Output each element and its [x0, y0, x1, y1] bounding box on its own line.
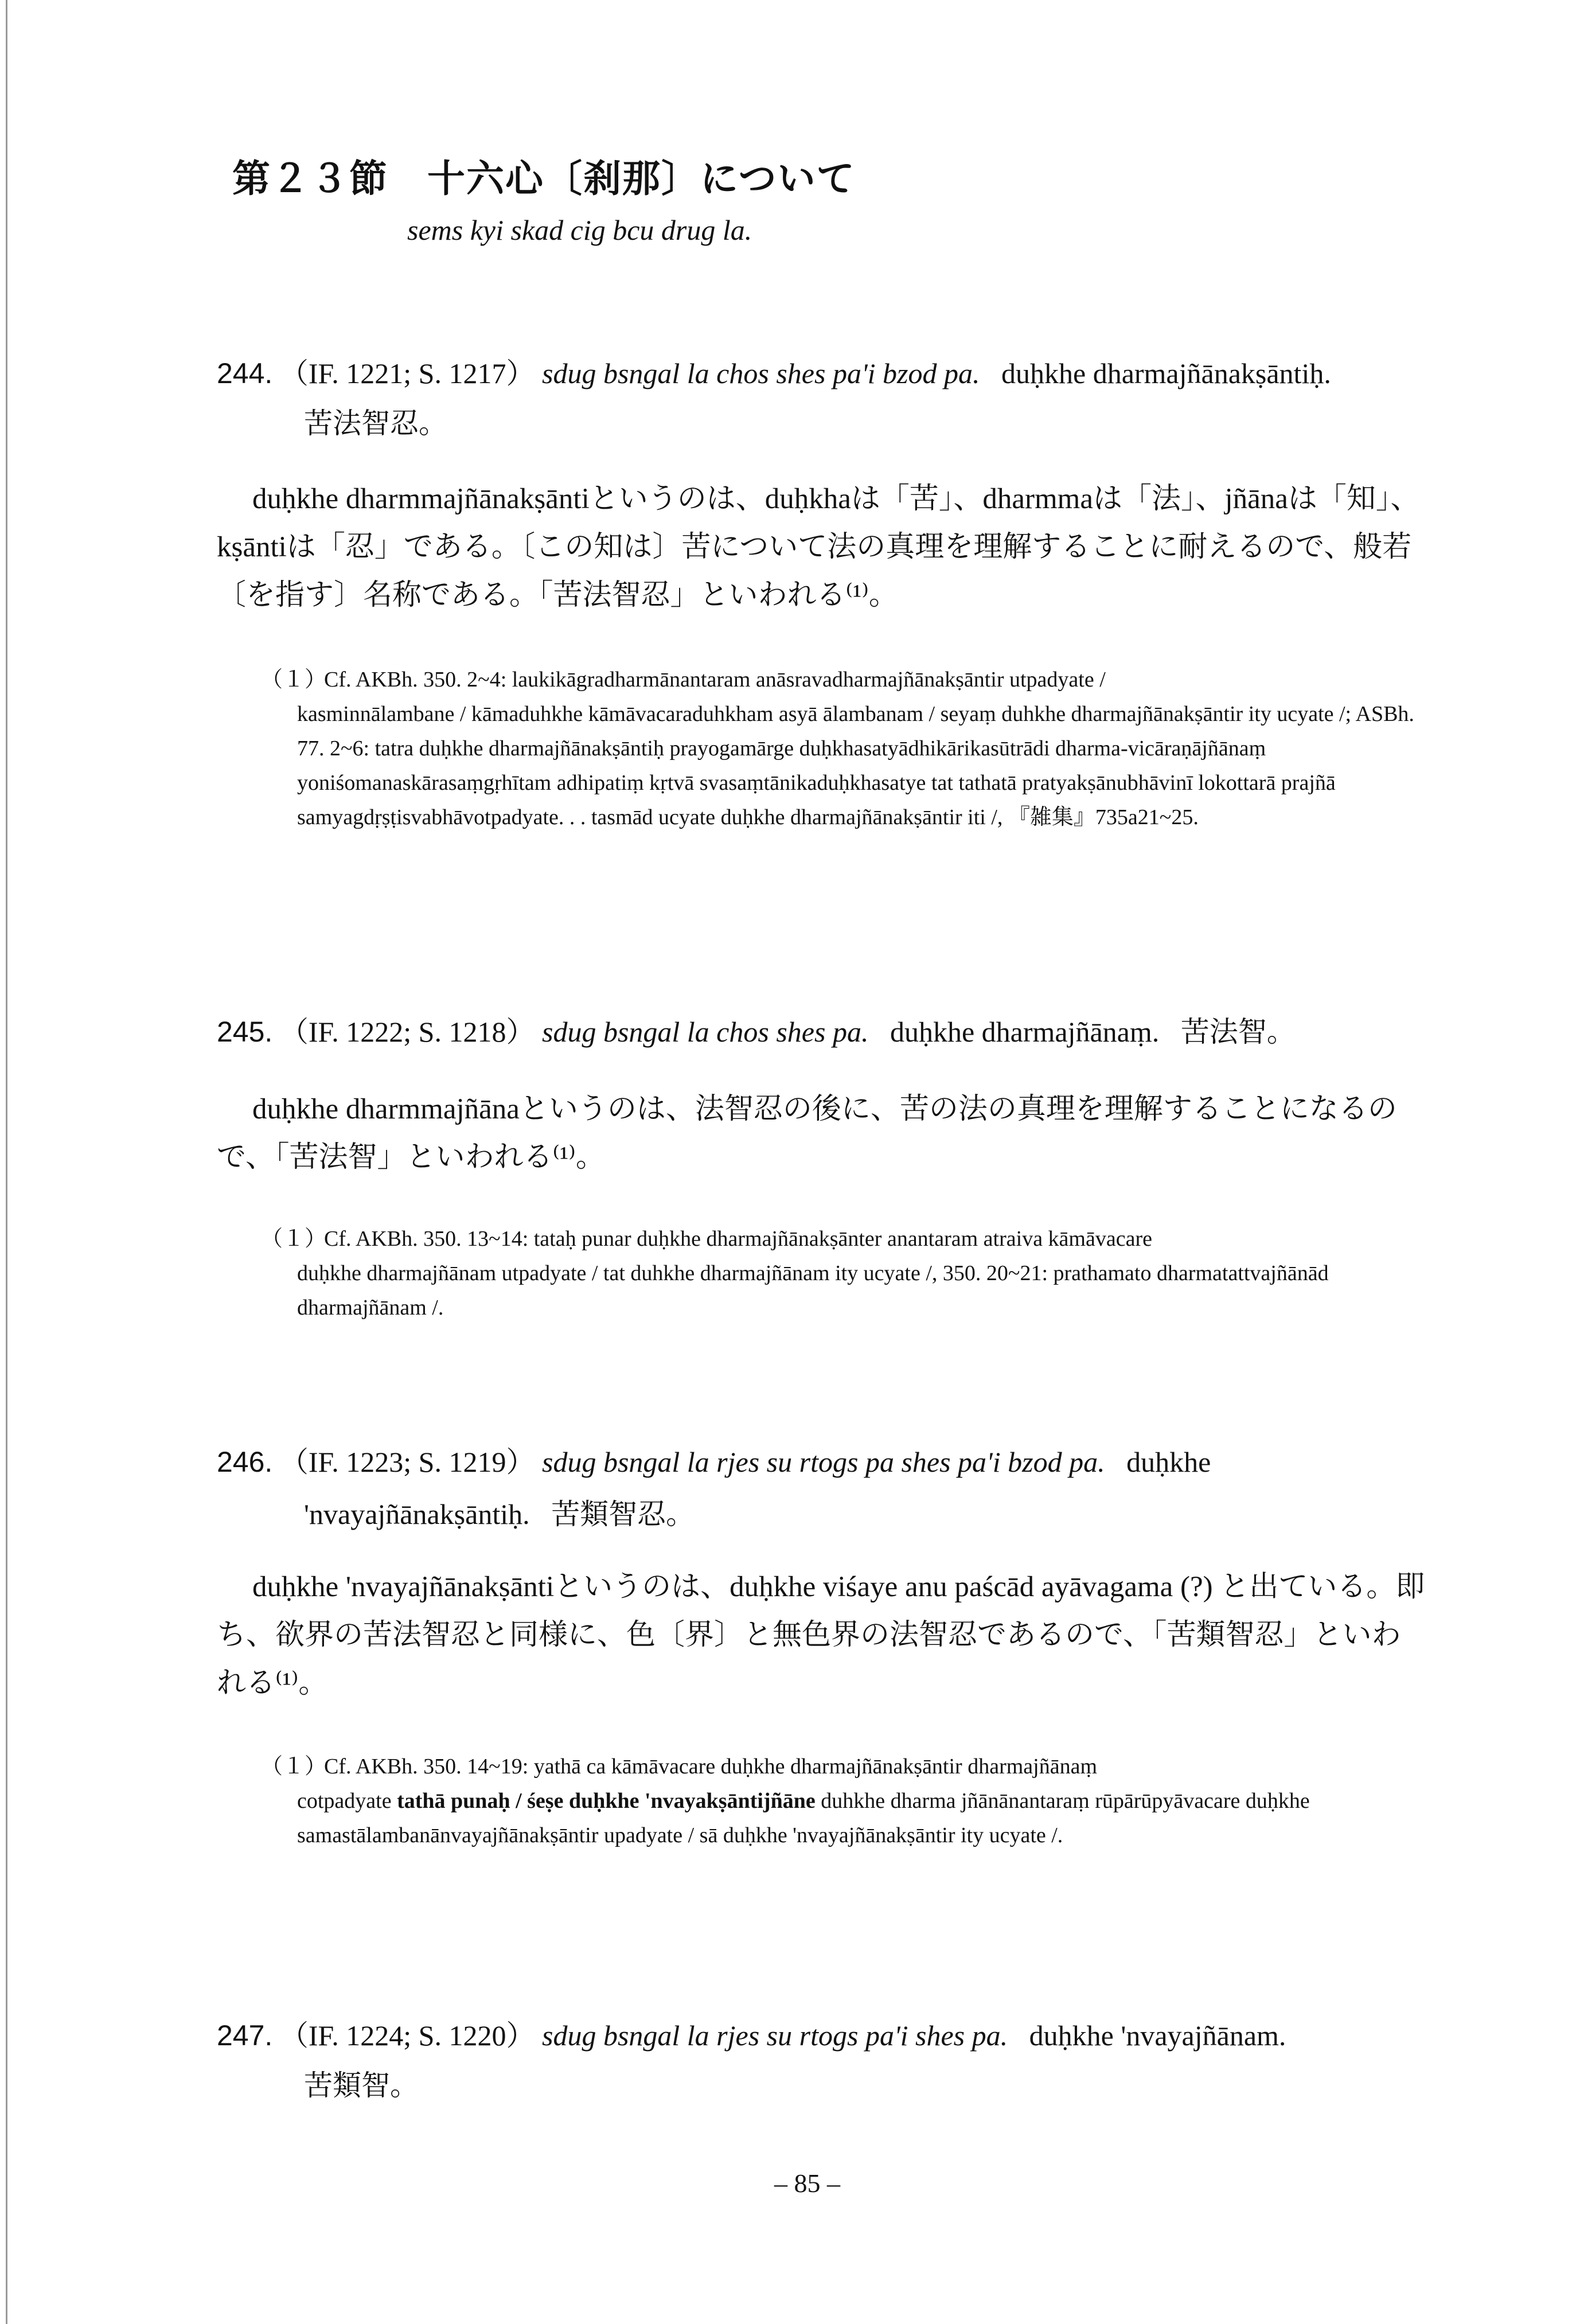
- entry-246-head: [217, 1440, 1211, 1484]
- footnote-label: （１）: [261, 1754, 327, 1779]
- entry-chinese: 苦法智。: [1180, 1016, 1296, 1048]
- footnote-label: （１）: [261, 668, 327, 692]
- entry-number: 247.: [217, 2019, 273, 2052]
- entry-number: 246.: [217, 1446, 273, 1478]
- entry-number: 244.: [217, 357, 273, 389]
- section-subtitle: sems kyi skad cig bcu drug la.: [407, 214, 752, 246]
- entry-244-footnote: [261, 662, 1425, 835]
- entry-sanskrit: duḥkhe 'nvayajñānam.: [1029, 2019, 1286, 2052]
- page-margin-line: [6, 0, 7, 2324]
- entry-chinese: 苦類智。: [304, 2069, 419, 2101]
- paragraph-text: duḥkhe dharmmajñānakṣāntiというのは、duḥkhaは「苦」、dharmmaは「法」、jñānaは「知」、kṣāntiは「忍」である。〔この知は〕苦について法の真理を理解することに耐えるので、般若〔を指す〕名称である。「苦法智忍」といわれる⁽¹⁾。: [217, 483, 1420, 611]
- entry-sanskrit-cont: 'nvayajñānakṣāntiḥ.: [304, 1498, 530, 1530]
- entry-tibetan: sdug bsngal la chos shes pa'i bzod pa.: [541, 357, 980, 389]
- entry-ref: （IF. 1224; S. 1220）: [279, 2019, 535, 2052]
- footnote-rest: cotpadyate tathā punaḥ / śeṣe duḥkhe 'nvayakṣāntijñāne duhkhe dharma jñānānantaraṃ rūpārūpyāvacare duḥkhe samastālambanānvayajñānakṣāntir upadyate / sā duḥkhe 'nvayajñānakṣāntir ity ucyate /.: [297, 1789, 1310, 1847]
- entry-ref: （IF. 1221; S. 1217）: [279, 357, 535, 389]
- paragraph-text: duḥkhe 'nvayajñānakṣāntiというのは、duḥkhe viśaye anu paścād ayāvagama (?) と出ている。即ち、欲界の苦法智忍と同様に、色〔界〕と無色界の法智忍であるので、「苦類智忍」といわれる⁽¹⁾。: [217, 1571, 1425, 1699]
- entry-245-head: [217, 1009, 1296, 1054]
- section-title: 第２３節 十六心〔刹那〕について: [232, 158, 856, 200]
- page-number: – 85 –: [774, 2169, 840, 2198]
- footnote-label: （１）: [261, 1227, 327, 1251]
- entry-246-footnote: [261, 1749, 1425, 1853]
- entry-244-head: [217, 351, 1331, 396]
- entry-sanskrit: duḥkhe: [1126, 1446, 1211, 1478]
- entry-sanskrit: duḥkhe dharmajñānaṃ.: [890, 1016, 1160, 1048]
- footnote-rest: kasminnālambane / kāmaduhkhe kāmāvacaraduhkham asyā ālambanam / seyaṃ duhkhe dharmajñānakṣāntir ity ucyate /; ASBh. 77. 2~6: tatra duḥkhe dharmajñānakṣāntiḥ prayogamārge duḥkhasatyādhikārikasūtrādi dharma-vicāraṇājñānaṃ yoniśomanaskārasaṃgṛhītam adhipatiṃ kṛtvā svasaṃtānikaduḥkhasatye tat tathatā pratyakṣānubhāvinī lokottarā prajñā samyagdṛṣṭisvabhāvotpadyate. . . tasmād ucyate duḥkhe dharmajñānakṣāntir iti /, 『雑集』735a21~25.: [297, 702, 1414, 829]
- entry-247-head: [217, 2013, 1286, 2058]
- entry-ref: （IF. 1223; S. 1219）: [279, 1446, 535, 1478]
- entry-246-cont: [304, 1491, 695, 1533]
- entry-246-paragraph: [217, 1563, 1427, 1707]
- footnote-rest: duḥkhe dharmajñānam utpadyate / tat duhkhe dharmajñānam ity ucyate /, 350. 20~21: prathamato dharmatattvajñānād dharmajñānam /.: [297, 1261, 1329, 1320]
- paragraph-text: duḥkhe dharmmajñānaというのは、法智忍の後に、苦の法の真理を理解することになるので、「苦法智」といわれる⁽¹⁾。: [217, 1093, 1397, 1173]
- entry-tibetan: sdug bsngal la rjes su rtogs pa'i shes pa.: [541, 2019, 1008, 2052]
- footnote-bold-phrase: tathā punaḥ / śeṣe duḥkhe 'nvayakṣāntijñāne: [397, 1789, 816, 1813]
- footnote-first-line: Cf. AKBh. 350. 2~4: laukikāgradharmānantaram anāsravadharmajñānakṣāntir utpadyate /: [324, 668, 1106, 692]
- entry-number: 245.: [217, 1016, 273, 1048]
- entry-tibetan: sdug bsngal la chos shes pa.: [541, 1016, 869, 1048]
- entry-tibetan: sdug bsngal la rjes su rtogs pa shes pa'i bzod pa.: [541, 1446, 1105, 1478]
- entry-chinese: 苦類智忍。: [551, 1498, 695, 1530]
- entry-chinese: 苦法智忍。: [304, 407, 447, 439]
- entry-245-footnote: [261, 1222, 1425, 1325]
- entry-sanskrit: duḥkhe dharmajñānakṣāntiḥ.: [1001, 357, 1331, 389]
- footnote-first-line: Cf. AKBh. 350. 13~14: tataḥ punar duḥkhe dharmajñānakṣānter anantaram atraiva kāmāvacare: [324, 1227, 1152, 1251]
- entry-ref: （IF. 1222; S. 1218）: [279, 1016, 535, 1048]
- footnote-first-line: Cf. AKBh. 350. 14~19: yathā ca kāmāvacare duḥkhe dharmajñānakṣāntir dharmajñānaṃ: [324, 1754, 1097, 1779]
- entry-245-paragraph: [217, 1085, 1427, 1182]
- entry-244-paragraph: [217, 475, 1427, 619]
